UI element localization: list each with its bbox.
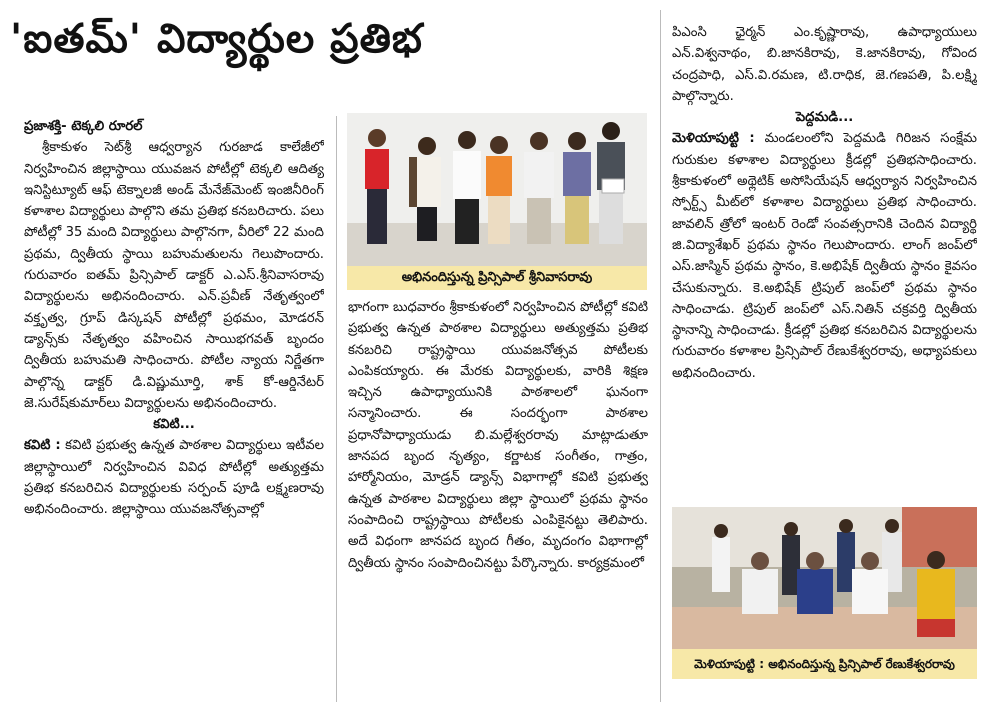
photo-1-caption: అభినందిస్తున్న ప్రిన్సిపాల్‌ శ్రీనివాసరావు: [347, 266, 647, 290]
left-paragraph-2: కవిటి ప్రభుత్వ ఉన్నత పాఠశాల విద్యార్థులు ఇటీవల జిల్లాస్థాయిలో నిర్వహించిన వివిధ పోటీల్లో అత్యుత్తమ ప్రతిభ కనబరిచిన విద్యార్థులకు సర్పంచ్‌ పూడి లక్ష్మణరావు అభినందించారు. జిల్లాస్థాయి యువజనోత్సవాల్లో: [24, 438, 324, 518]
subhead-peddamadi: పెద్దమడి...: [795, 110, 854, 126]
photo-students-principal: [347, 113, 647, 266]
subhead-kaviti: కవిటి...: [153, 417, 195, 433]
right-paragraph-2: మండలంలోని పెద్దమడి గిరిజన సంక్షేమ గురుకుల కళాశాల విద్యార్థులు క్రీడల్లో ప్రతిభసాధించారు. శ్రీకాకుళంలో అథ్లెటిక్‌ అసోసియేషన్‌ ఆధ్వర్యాన నిర్వహించిన స్పోర్ట్స్‌ మీట్‌లో కళాశాల విద్యార్థులు ప్రతిభ సాధించారు. జావలిన్‌ త్రోలో ఇంటర్‌ రెండో సంవత్సరానికి చెందిన విద్యార్థి జి.విద్యాశేఖర్‌ ప్రథమ స్థానం గెలుపొందారు. లాంగ్‌ జంప్‌లో ఎస్‌.జాస్మిన్‌ ప్రథమ స్థానం, కె.అభిషేక్‌ ద్వితీయ స్థానం కైవసం చేసుకున్నారు. కె.అభిషేక్‌ ట్రిపుల్‌ జంప్‌లో ప్రథమ స్థానం సాధించాడు. ట్రిపుల్‌ జంప్‌లో ఎస్‌.నితిన్‌ చక్రవర్తి ద్వితీయ స్థానాన్ని సాధించాడు. క్రీడల్లో ప్రతిభ కనబరిచిన విద్యార్థులను గురువారం కళాశాల ప్రిన్సిపాల్‌ రేణుకేశ్వరరావు, అధ్యాపకులు అభినందించారు.: [672, 131, 977, 381]
lead-in-kaviti: కవిటి :: [24, 438, 61, 454]
right-paragraph-1: పిఎంసి ఛైర్మన్‌ ఎం.కృష్ణారావు, ఉపాధ్యాయులు ఎన్‌.విశ్వనాథం, బి.జానకిరావు, కె.జానకిరావు, గోవింద చంద్రపాధి, ఎస్‌.వి.రమణ, టి.రాధిక, జె.గణపతి, పి.లక్ష్మి పాల్గొన్నారు.: [672, 25, 977, 104]
photo-1-illustration: [347, 113, 647, 266]
lead-in-meliyaputti: మెళియాపుట్టి :: [672, 131, 755, 147]
left-paragraph-1: శ్రీకాకుళం సెట్‌శ్రీ ఆధ్వర్యాన గురజాడ కాలేజీలో నిర్వహించిన జిల్లాస్థాయి యువజన పోటీల్లో టెక్కలి ఆదిత్య ఇనిస్టిట్యూట్‌ ఆఫ్‌ టెక్నాలజీ అండ్‌ మేనేజ్‌మెంట్‌ ఇంజినీరింగ్‌ కళాశాల విద్యార్థులు పాల్గొని తమ ప్రతిభ కనబరిచారు. పలు పోటీల్లో 35 మంది విద్యార్థులు పాల్గొనగా, వీరిలో 22 మంది ప్రథమ, ద్వితీయ స్థాయి బహుమతులను గెలుపొందారు. గురువారం ఐతమ్‌ ప్రిన్సిపాల్‌ డాక్టర్‌ ఎ.ఎస్‌.శ్రీనివాసరావు విద్యార్థులను అభినందించారు. ఎన్‌.ప్రవీణ్‌ నేతృత్వంలో వక్తృత్వ, గ్రూప్‌ డిస్కషన్‌ పోటీల్లో ప్రథమం, మోడరన్‌ డ్యాన్స్‌కు నేతృత్వం వహించిన సాయిభగవత్‌ బృందం ద్వితీయ బహుమతి సాధించారు. పోటీల న్యాయ నిర్ణేతగా పాల్గొన్న డాక్టర్‌ డి.విష్ణుమూర్తి, శాక్‌ కో-ఆర్డినేటర్‌ జె.సురేష్‌కుమార్‌లు విద్యార్థులను అభినందించారు.: [24, 140, 324, 411]
middle-paragraph: భాగంగా బుధవారం శ్రీకాకుళంలో నిర్వహించిన పోటీల్లో కవిటి ప్రభుత్వ ఉన్నత పాఠశాల విద్యార్థులు అత్యుత్తమ ప్రతిభ కనబరిచి రాష్ట్రస్థాయి యువజనోత్సవ పోటీలకు ఎంపికయ్యారు. ఈ మేరకు విద్యార్థులకు, వారికి శిక్షణ ఇచ్చిన ఉపాధ్యాయునికి పాఠశాలలో ఘనంగా సన్మానించారు. ఈ సందర్భంగా పాఠశాల ప్రధానోపాధ్యాయుడు బి.మల్లేశ్వరరావు మాట్లాడుతూ జానపద బృంద నృత్యం, కర్ణాటక సంగీతం, గాత్రం, హార్మోనియం, మోడ్రన్‌ డ్యాన్స్‌ విభాగాల్లో కవిటి ప్రభుత్వ ఉన్నత పాఠశాల విద్యార్థులు జిల్లా స్థాయిలో ప్రథమ స్థానం సంపాదించి రాష్ట్రస్థాయి పోటీలకు ఎంపికైనట్టు తెలిపారు. అదే విధంగా జానపద బృంద గీతం, మృదంగం విభాగాల్లో ద్వితీయ స్థానం సంపాదించినట్టు పేర్కొన్నారు. కార్యక్రమంలో: [348, 300, 648, 571]
dateline: ప్రజాశక్తి- టెక్కలి రూరల్: [24, 119, 143, 134]
middle-column: [348, 297, 648, 702]
column-divider-1: [336, 116, 337, 702]
right-column: [672, 22, 977, 496]
column-divider-2: [660, 10, 661, 702]
headline: 'ఐతమ్' విద్యార్థుల ప్రతిభ: [10, 16, 423, 62]
photo-2-illustration: [672, 507, 977, 649]
photo-2-caption: మెళియాపుట్టి : అభినందిస్తున్న ప్రిన్సిపాల్‌ రేణుకేశ్వరరావు: [672, 649, 977, 679]
left-column: [24, 116, 324, 702]
photo-sports-principal: [672, 507, 977, 649]
